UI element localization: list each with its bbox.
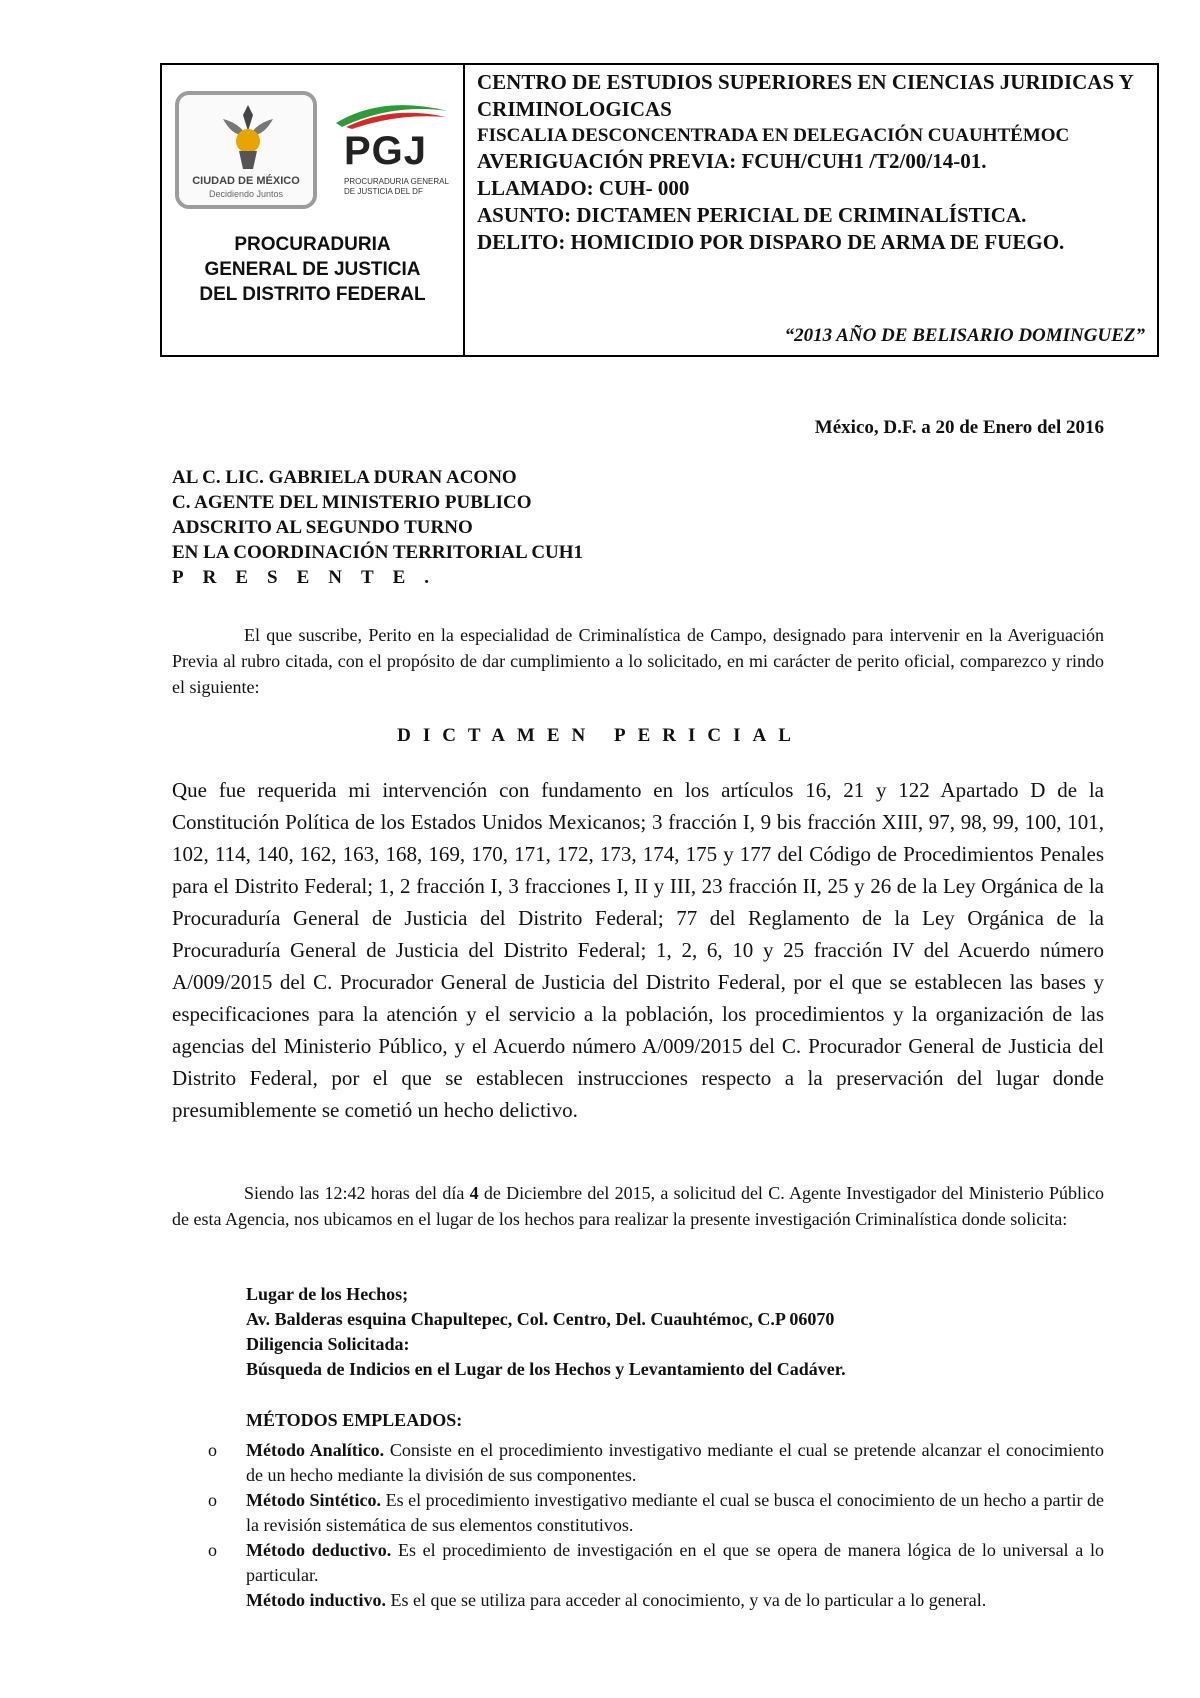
fiscalia-name: FISCALIA DESCONCENTRADA EN DELEGACIÓN CUAUHTÉMOC	[477, 125, 1070, 146]
llamado: LLAMADO: CUH- 000	[477, 176, 690, 200]
list-item	[208, 1588, 1104, 1613]
centro-name: CENTRO DE ESTUDIOS SUPERIORES EN CIENCIAS JURIDICAS Y CRIMINOLOGICAS	[477, 70, 1134, 121]
cdmx-logo-line2: Decidiendo Juntos	[208, 189, 284, 199]
averiguacion-previa: AVERIGUACIÓN PREVIA: FCUH/CUH1 /T2/00/14-01.	[477, 149, 987, 173]
org-name-line: PROCURADURIA	[234, 234, 391, 255]
list-item	[208, 1438, 1104, 1488]
method-text: Es el procedimiento investigativo mediante el cual se busca el conocimiento de un hecho a partir de la revisión sistemática de sus elementos constitutivos.	[246, 1490, 1105, 1535]
header-right-cell	[465, 65, 1157, 355]
method-name: Método Sintético.	[246, 1490, 382, 1510]
dictamen-title: DICTAMEN PERICIAL	[397, 725, 803, 746]
org-name-line: DEL DISTRITO FEDERAL	[199, 284, 426, 305]
addressee-line: C. AGENTE DEL MINISTERIO PUBLICO	[172, 492, 532, 513]
bullet-icon: o	[208, 1490, 217, 1510]
pgj-acronym: PGJ	[344, 129, 428, 173]
addressee-block	[172, 465, 583, 590]
lugar-label: Lugar de los Hechos;	[246, 1284, 409, 1304]
siendo-day: 4	[469, 1183, 479, 1203]
intro-paragraph: El que suscribe, Perito en la especialidad de Criminalística de Campo, designado para intervenir en la Averiguación Previa al rubro citada, con el propósito de dar cumplimiento a lo solicitado, en mi carácter de perito oficial, comparezco y rindo el siguiente:	[172, 625, 1104, 697]
delito: DELITO: HOMICIDIO POR DISPARO DE ARMA DE FUEGO.	[477, 230, 1065, 254]
addressee-line: ADSCRITO AL SEGUNDO TURNO	[172, 517, 473, 538]
document-date: México, D.F. a 20 de Enero del 2016	[814, 417, 1104, 438]
method-name: Método inductivo.	[246, 1590, 387, 1610]
metodos-title: MÉTODOS EMPLEADOS:	[246, 1410, 463, 1430]
siendo-text-post: de Diciembre del 2015, a solicitud del C. Agente Investigador del Ministerio Público de esta Agencia, nos ubicamos en el lugar de los hechos para realizar la presente investigación Criminalística donde solicita:	[172, 1183, 1105, 1229]
method-text: Es el que se utiliza para acceder al conocimiento, y va de lo particular a lo general.	[386, 1590, 987, 1610]
list-item	[208, 1538, 1104, 1588]
org-name-line: GENERAL DE JUSTICIA	[204, 259, 421, 280]
metodos-list	[208, 1438, 1104, 1613]
addressee-line: AL C. LIC. GABRIELA DURAN ACONO	[172, 467, 517, 488]
method-name: Método deductivo.	[246, 1540, 392, 1560]
cdmx-logo-line1: CIUDAD DE MÉXICO	[192, 175, 300, 187]
presente-line: PRESENTE.	[172, 567, 449, 588]
lugar-block	[246, 1282, 846, 1382]
method-text: Consiste en el procedimiento investigativo mediante el cual se pretende alcanzar el conocimiento de un hecho mediante la división de sus componentes.	[246, 1440, 1104, 1485]
pgj-logo	[332, 99, 456, 209]
pgj-subtitle: PROCURADURIA GENERAL DE JUSTICIA DEL DF	[344, 177, 449, 196]
bullet-icon: o	[208, 1440, 217, 1460]
header-box	[160, 63, 1159, 357]
asunto: ASUNTO: DICTAMEN PERICIAL DE CRIMINALÍSTICA.	[477, 203, 1027, 227]
method-name: Método Analítico.	[246, 1440, 385, 1460]
cdmx-logo	[175, 91, 317, 209]
lugar-address: Av. Balderas esquina Chapultepec, Col. Centro, Del. Cuauhtémoc, C.P 06070	[246, 1309, 835, 1329]
pgj-swoosh-icon	[332, 99, 452, 129]
diligencia-text: Búsqueda de Indicios en el Lugar de los Hechos y Levantamiento del Cadáver.	[246, 1359, 846, 1379]
addressee-line: EN LA COORDINACIÓN TERRITORIAL CUH1	[172, 542, 584, 563]
org-name	[162, 232, 463, 307]
bullet-icon: o	[208, 1540, 217, 1560]
angel-icon	[219, 101, 277, 171]
year-motto: “2013 AÑO DE BELISARIO DOMINGUEZ”	[784, 325, 1145, 346]
siendo-text-pre: Siendo las 12:42 horas del día	[244, 1183, 470, 1203]
diligencia-label: Diligencia Solicitada:	[246, 1334, 410, 1354]
siendo-paragraph	[172, 1180, 1104, 1232]
method-text: Es el procedimiento de investigación en el que se opera de manera lógica de lo universal a lo particular.	[246, 1540, 1104, 1585]
legal-basis-paragraph: Que fue requerida mi intervención con fundamento en los artículos 16, 21 y 122 Apartado D de la Constitución Política de los Estados Unidos Mexicanos; 3 fracción I, 9 bis fracción XIII, 97, 98, 99, 100, 101, 102, 114, 140, 162, 163, 168, 169, 170, 171, 172, 173, 174, 175 y 177 del Código de Procedimientos Penales para el Distrito Federal; 1, 2 fracción I, 3 fracciones I, II y III, 23 fracción II, 25 y 26 de la Ley Orgánica de la Procuraduría General de Justicia del Distrito Federal; 77 del Reglamento de la Ley Orgánica de la Procuraduría General de Justicia del Distrito Federal; 1, 2, 6, 10 y 25 fracción IV del Acuerdo número A/009/2015 del C. Procurador General de Justicia del Distrito Federal, por el que se establecen las bases y especificaciones para la atención y el servicio a la población, los procedimientos y la organización de las agencias del Ministerio Público, y el Acuerdo número A/009/2015 del C. Procurador General de Justicia del Distrito Federal, por el que se establecen instrucciones respecto a la preservación del lugar donde presumiblemente se cometió un hecho delictivo.	[172, 778, 1104, 1122]
header-left-cell	[162, 65, 465, 355]
list-item	[208, 1488, 1104, 1538]
